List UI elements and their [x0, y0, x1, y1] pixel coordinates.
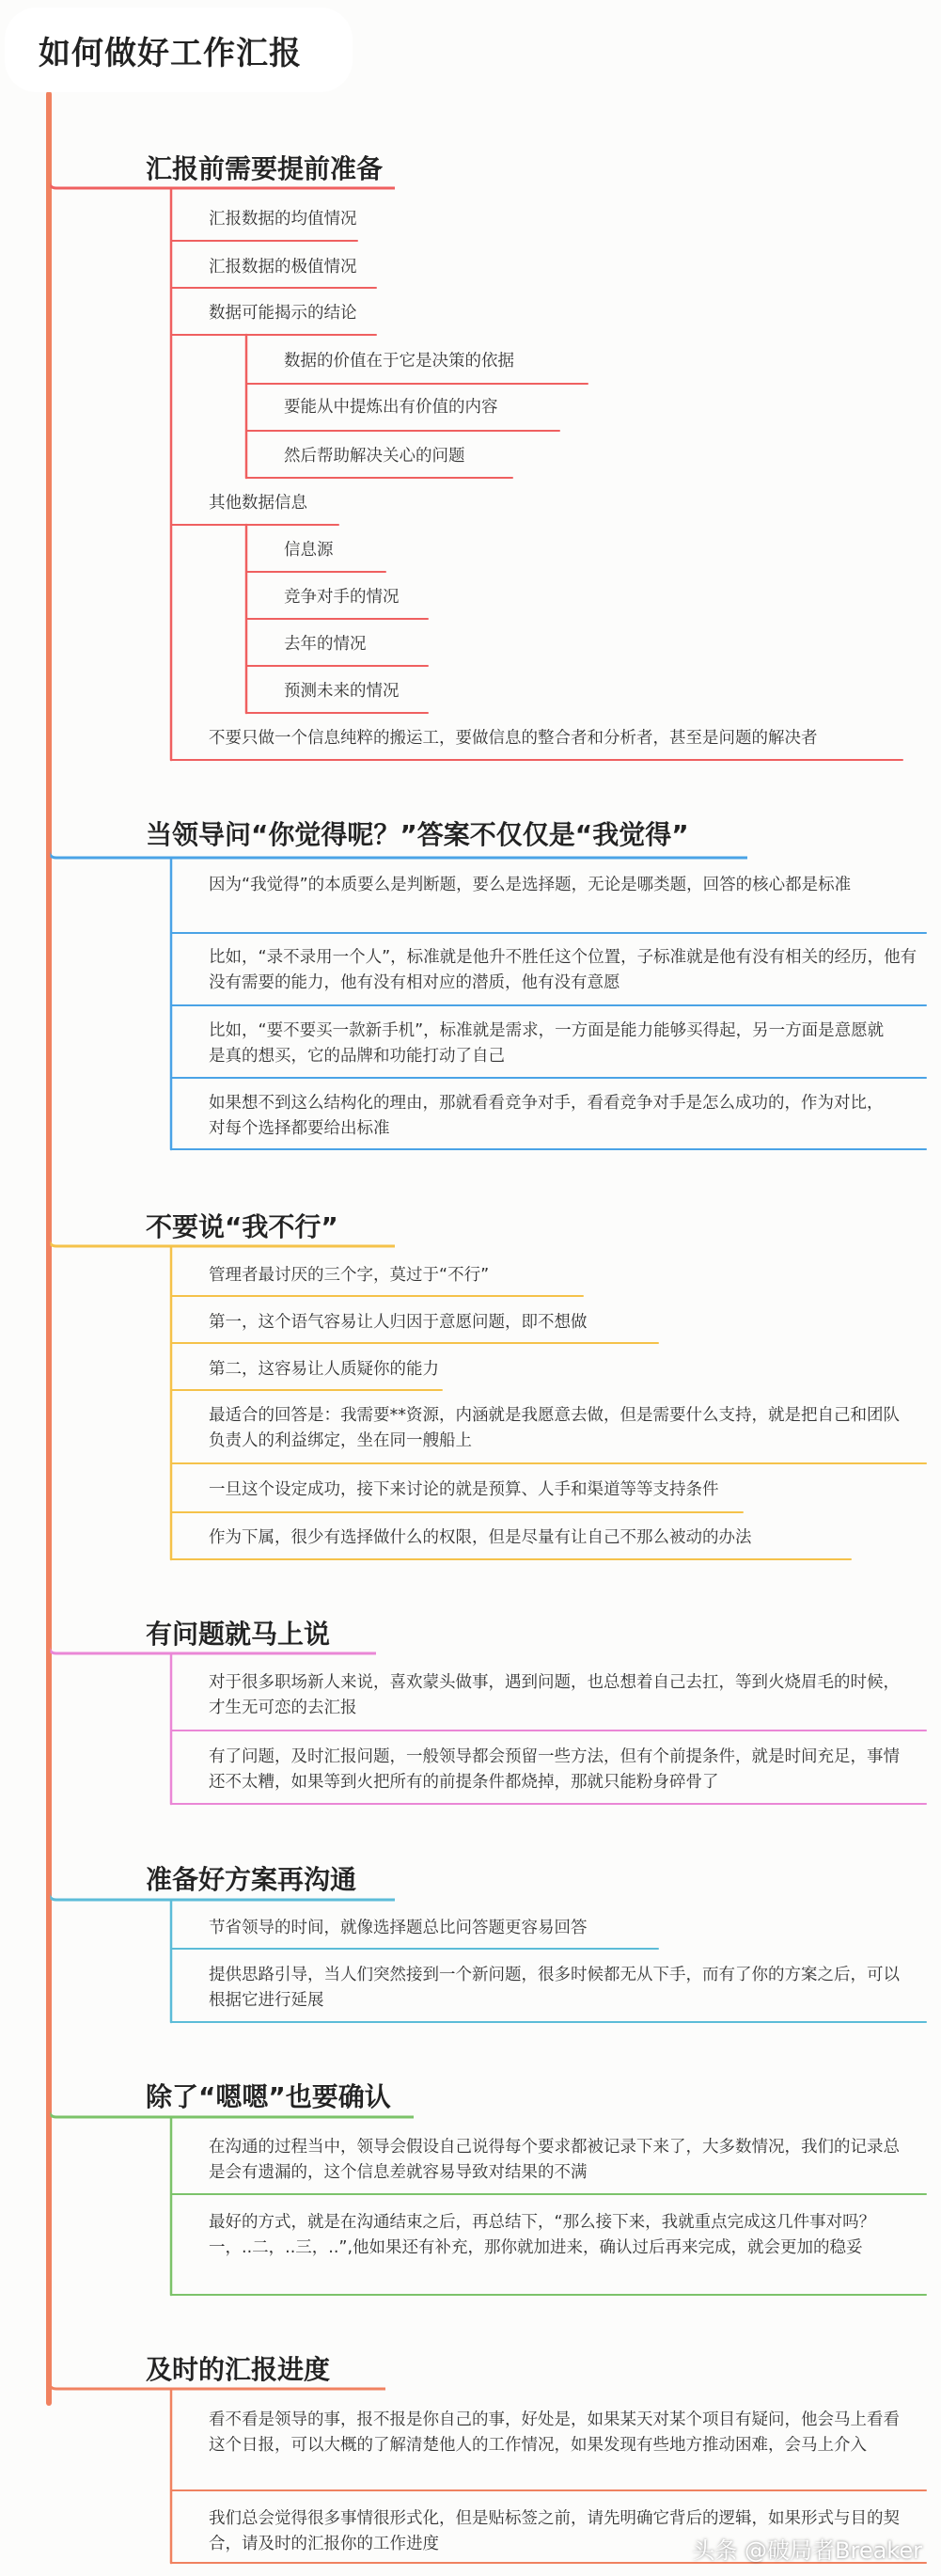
- root-title[interactable]: 如何做好工作汇报: [5, 8, 353, 92]
- branch-item[interactable]: 我们总会觉得很多事情很形式化，但是贴标签之前，请先明确它背后的逻辑，如果形式与目的契合，请及时的汇报你的工作进度: [209, 2509, 900, 2553]
- section-title[interactable]: 汇报前需要提前准备: [146, 153, 384, 184]
- branch-item[interactable]: 不要只做一个信息纯粹的搬运工，要做信息的整合者和分析者，甚至是问题的解决者: [209, 729, 818, 748]
- branch-item[interactable]: 最好的方式，就是在沟通结束之后，再总结下，“那么接下来，我就重点完成这几件事对吗？一，..二，..三，..”,他如果还有补充，那你就加进来，确认过后再来完成，就会更加的稳妥: [209, 2213, 876, 2257]
- branch-item[interactable]: 提供思路引导，当人们突然接到一个新问题，很多时候都无从下手，而有了你的方案之后，可以根据它进行延展: [209, 1966, 900, 2010]
- sub-item[interactable]: 信息源: [284, 541, 334, 560]
- branch-item[interactable]: 对于很多职场新人来说，喜欢蒙头做事，遇到问题，也总想着自己去扛，等到火烧眉毛的时候，才生无可恋的去汇报: [209, 1673, 900, 1717]
- branch-item[interactable]: 最适合的回答是：我需要**资源，内涵就是我愿意去做，但是需要什么支持，就是把自己和团队负责人的利益绑定，坐在同一艘船上: [209, 1406, 900, 1450]
- section-title[interactable]: 有问题就马上说: [146, 1619, 331, 1650]
- watermark: 头条 @破局者Breaker: [692, 2537, 922, 2564]
- branch-item[interactable]: 如果想不到这么结构化的理由，那就看看竞争对手，看看竞争对手是怎么成功的，作为对比，对每个选择都要给出标准: [209, 1094, 884, 1138]
- branch-item[interactable]: 管理者最讨厌的三个字，莫过于“不行”: [209, 1266, 490, 1285]
- sub-item[interactable]: 要能从中提炼出有价值的内容: [284, 398, 498, 417]
- branch-item[interactable]: 汇报数据的均值情况: [209, 210, 357, 229]
- branch-item[interactable]: 其他数据信息: [209, 494, 307, 513]
- branch-item[interactable]: 数据可能揭示的结论: [209, 304, 357, 323]
- section-title[interactable]: 准备好方案再沟通: [146, 1864, 357, 1895]
- branch-item[interactable]: 看不看是领导的事，报不报是你自己的事，好处是，如果某天对某个项目有疑问，他会马上看看这个日报，可以大概的了解清楚他人的工作情况，如果发现有些地方推动困难，会马上介入: [209, 2410, 900, 2455]
- branch-item[interactable]: 节省领导的时间，就像选择题总比问答题更容易回答: [209, 1919, 588, 1937]
- branch-item[interactable]: 比如，“要不要买一款新手机”，标准就是需求，一方面是能力能够买得起，另一方面是意愿就是真的想买，它的品牌和功能打动了自己: [209, 1021, 885, 1066]
- branch-item[interactable]: 一旦这个设定成功，接下来讨论的就是预算、人手和渠道等等支持条件: [209, 1480, 719, 1499]
- branch-item[interactable]: 第二，这容易让人质疑你的能力: [209, 1360, 439, 1379]
- sub-item[interactable]: 去年的情况: [284, 635, 367, 654]
- branch-item[interactable]: 在沟通的过程当中，领导会假设自己说得每个要求都被记录下来了，大多数情况，我们的记录总是会有遗漏的，这个信息差就容易导致对结果的不满: [209, 2138, 900, 2182]
- section-title[interactable]: 当领导问“你觉得呢？”答案不仅仅是“我觉得”: [146, 819, 689, 850]
- section-title[interactable]: 不要说“我不行”: [146, 1211, 338, 1242]
- branch-item[interactable]: 作为下属，很少有选择做什么的权限，但是尽量有让自己不那么被动的办法: [209, 1528, 752, 1547]
- section-title[interactable]: 除了“嗯嗯”也要确认: [146, 2081, 391, 2112]
- branch-item[interactable]: 第一，这个语气容易让人归因于意愿问题，即不想做: [209, 1313, 588, 1332]
- section-title[interactable]: 及时的汇报进度: [146, 2354, 331, 2385]
- sub-item[interactable]: 竞争对手的情况: [284, 588, 400, 607]
- branch-item[interactable]: 有了问题，及时汇报问题，一般领导都会预留一些方法，但有个前提条件，就是时间充足，事情还不太糟，如果等到火把所有的前提条件都烧掉，那就只能粉身碎骨了: [209, 1747, 900, 1792]
- branch-item[interactable]: 因为“我觉得”的本质要么是判断题，要么是选择题，无论是哪类题，回答的核心都是标准: [209, 876, 852, 894]
- sub-item[interactable]: 数据的价值在于它是决策的依据: [284, 352, 514, 371]
- branch-item[interactable]: 比如，“录不录用一个人”，标准就是他升不胜任这个位置，子标准就是他有没有相关的经历，他有没有需要的能力，他有没有相对应的潜质，他有没有意愿: [209, 948, 917, 992]
- sub-item[interactable]: 然后帮助解决关心的问题: [284, 447, 465, 466]
- sub-item[interactable]: 预测未来的情况: [284, 682, 400, 701]
- branch-item[interactable]: 汇报数据的极值情况: [209, 258, 357, 277]
